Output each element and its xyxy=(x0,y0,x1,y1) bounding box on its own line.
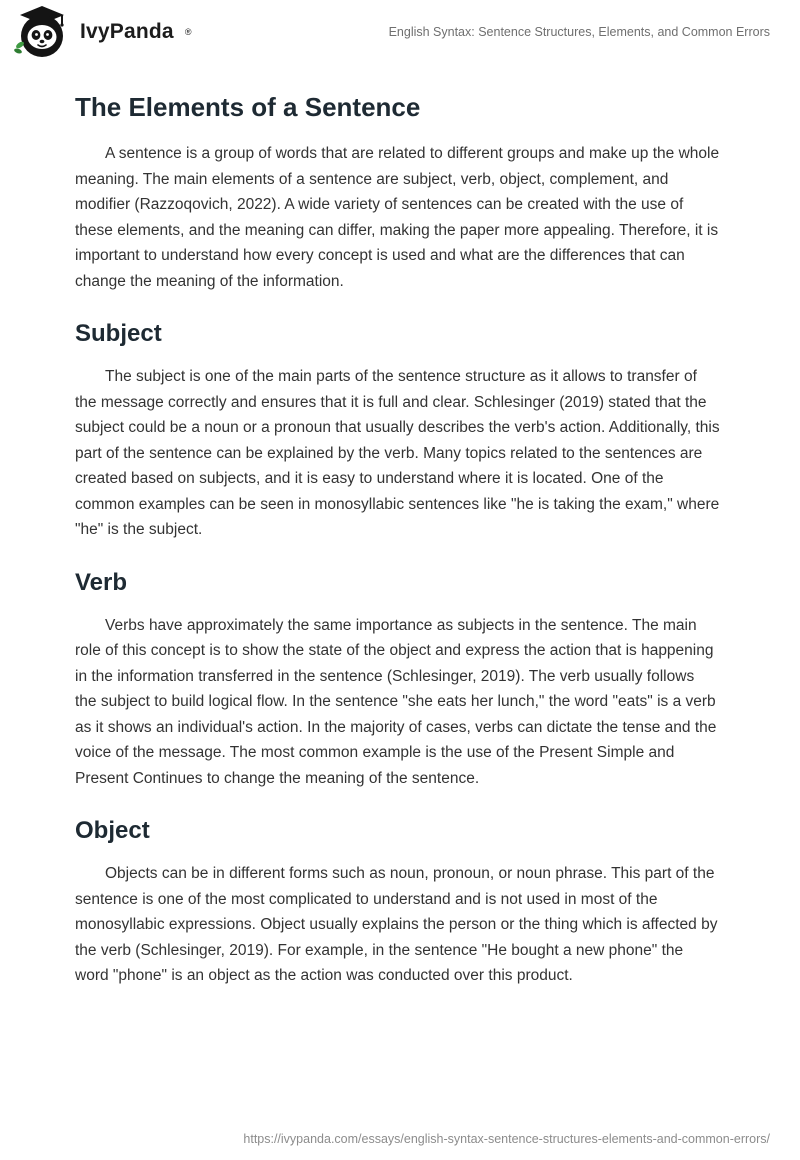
document-title: English Syntax: Sentence Structures, Elements, and Common Errors xyxy=(388,25,770,39)
registered-mark: ® xyxy=(184,27,192,37)
brand xyxy=(14,5,191,59)
section-heading-verb: Verb xyxy=(75,568,128,596)
brand-name: IvyPanda xyxy=(80,20,174,43)
section-heading-object: Object xyxy=(75,817,150,844)
page-header xyxy=(0,0,800,64)
page-footer xyxy=(243,1130,770,1148)
main-heading: The Elements of a Sentence xyxy=(75,92,421,122)
ivypanda-logo-icon xyxy=(14,5,70,59)
paragraph-intro: A sentence is a group of words that are related to different groups and make up the whole meaning. The main elements of a sentence are subject, verb, object, complement, and modifier (Razzoqovich, 2022). A wide variety of sentences can be created with the use of these elements, and the meaning can differ, making the paper more appealing. Therefore, it is important to understand how every concept is used and what are the differences that can change the meaning of the information. xyxy=(75,145,720,290)
paragraph-object: Objects can be in different forms such as noun, pronoun, or noun phrase. This part of the sentence is one of the most complicated to understand and is not used in most of the monosyllabic expressions. Object usually explains the person or the thing which is affected by the verb (Schlesinger, 2019). For example, in the sentence "He bought a new phone" the word "phone" is an object as the action was conducted over this product. xyxy=(75,865,718,984)
paragraph-subject: The subject is one of the main parts of the sentence structure as it allows to transfer of the message correctly and ensures that it is full and clear. Schlesinger (2019) stated that the subject could be a noun or a pronoun that usually describes the verb's action. Additionally, this part of the sentence can be explained by the verb. Many topics related to the sentences are created based on subjects, and it is easy to understand where it is located. One of the common examples can be seen in monosyllabic sentences like "he is taking the exam," where "he" is the subject. xyxy=(75,368,720,538)
paragraph-verb: Verbs have approximately the same importance as subjects in the sentence. The main role of this concept is to show the state of the object and express the action that is happening in the information transferred in the sentence (Schlesinger, 2019). The verb usually follows the subject to build logical flow. In the sentence "she eats her lunch," the word "eats" is a verb as it shows an individual's action. In the majority of cases, verbs can dictate the tense and the voice of the message. The most common example is the use of the Present Simple and Present Continues to change the meaning of the sentence. xyxy=(75,616,717,787)
source-url-link[interactable]: https://ivypanda.com/essays/english-syntax-sentence-structures-elements-and-common-errors/ xyxy=(243,1132,770,1146)
article-body xyxy=(0,64,800,989)
section-heading-subject: Subject xyxy=(75,320,162,347)
